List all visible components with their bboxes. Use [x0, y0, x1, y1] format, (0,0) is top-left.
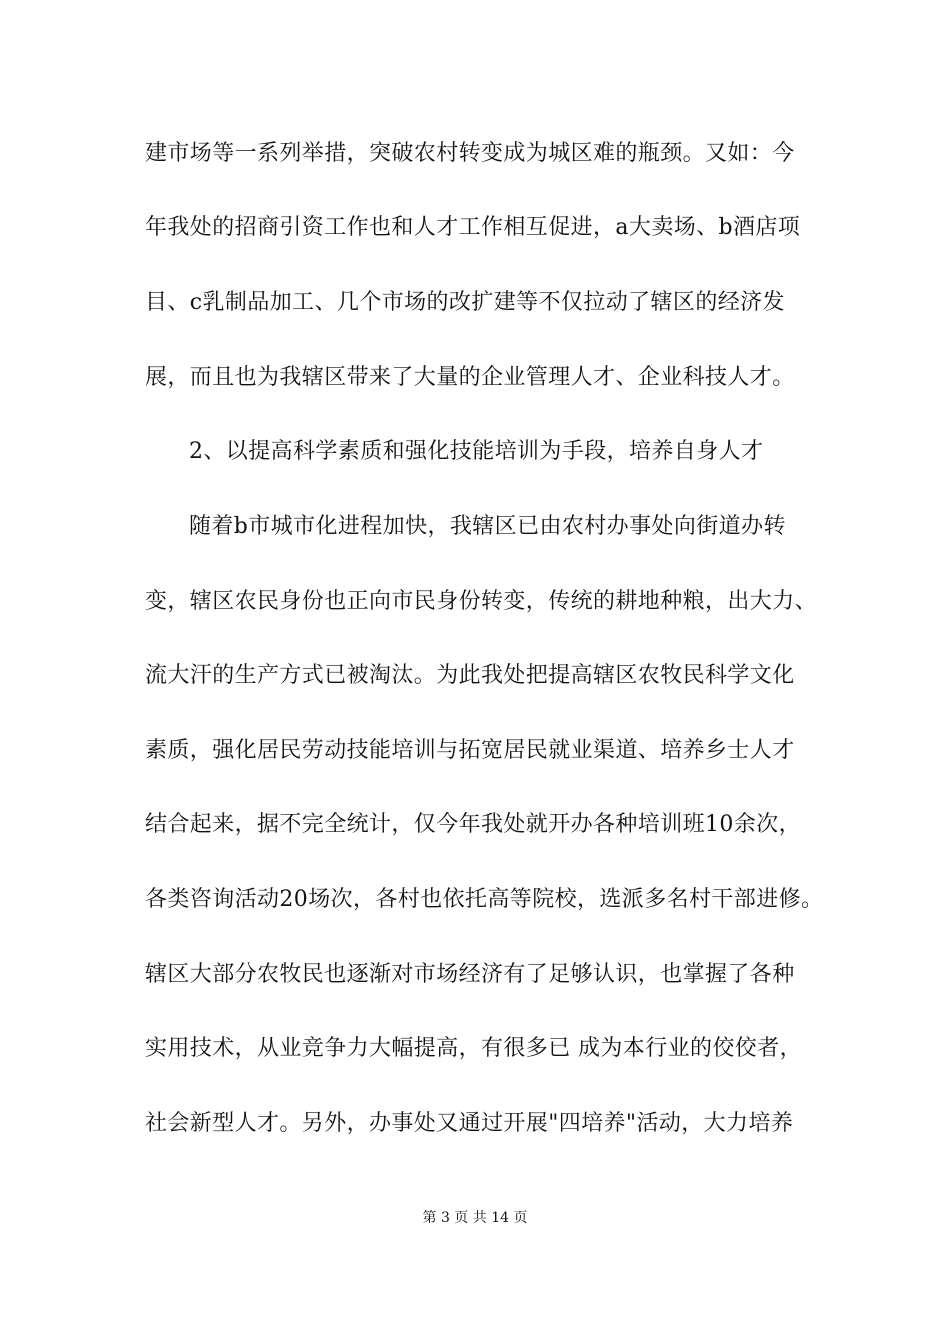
paragraph-line: 辖区大部分农牧民也逐渐对市场经济有了足够认识，也掌握了各种	[145, 962, 795, 987]
paragraph-line: 展，而且也为我辖区带来了大量的企业管理人才、企业科技人才。	[145, 365, 795, 390]
paragraph-line: 实用技术，从业竞争力大幅提高，有很多已 成为本行业的佼佼者，	[145, 1036, 802, 1061]
paragraph-line: 各类咨询活动20场次，各村也依托高等院校，选派多名村干部进修。	[145, 887, 824, 912]
paragraph-line: 素质，强化居民劳动技能培训与拓宽居民就业渠道、培养乡士人才	[145, 738, 795, 763]
paragraph-line: 社会新型人才。另外，办事处又通过开展"四培养"活动，大力培养	[145, 1111, 794, 1136]
section-heading: 2、以提高科学素质和强化技能培训为手段，培养自身人才	[189, 439, 764, 464]
paragraph-line: 目、c乳制品加工、几个市场的改扩建等不仅拉动了辖区的经济发	[145, 290, 785, 315]
paragraph-line: 变，辖区农民身份也正向市民身份转变，传统的耕地种粮，出大力、	[145, 589, 818, 614]
paragraph-line: 建市场等一系列举措，突破农村转变成为城区难的瓶颈。又如：今	[145, 141, 795, 166]
paragraph-line: 流大汗的生产方式已被淘汰。为此我处把提高辖区农牧民科学文化	[145, 663, 795, 688]
paragraph-line: 结合起来，据不完全统计，仅今年我处就开办各种培训班10余次，	[145, 812, 801, 837]
paragraph-line: 年我处的招商引资工作也和人才工作相互促进，a大卖场、b酒店项	[145, 215, 801, 240]
page-number-footer: 第 3 页 共 14 页	[422, 1210, 528, 1226]
paragraph-line: 随着b市城市化进程加快，我辖区已由农村办事处向街道办转	[189, 514, 786, 539]
